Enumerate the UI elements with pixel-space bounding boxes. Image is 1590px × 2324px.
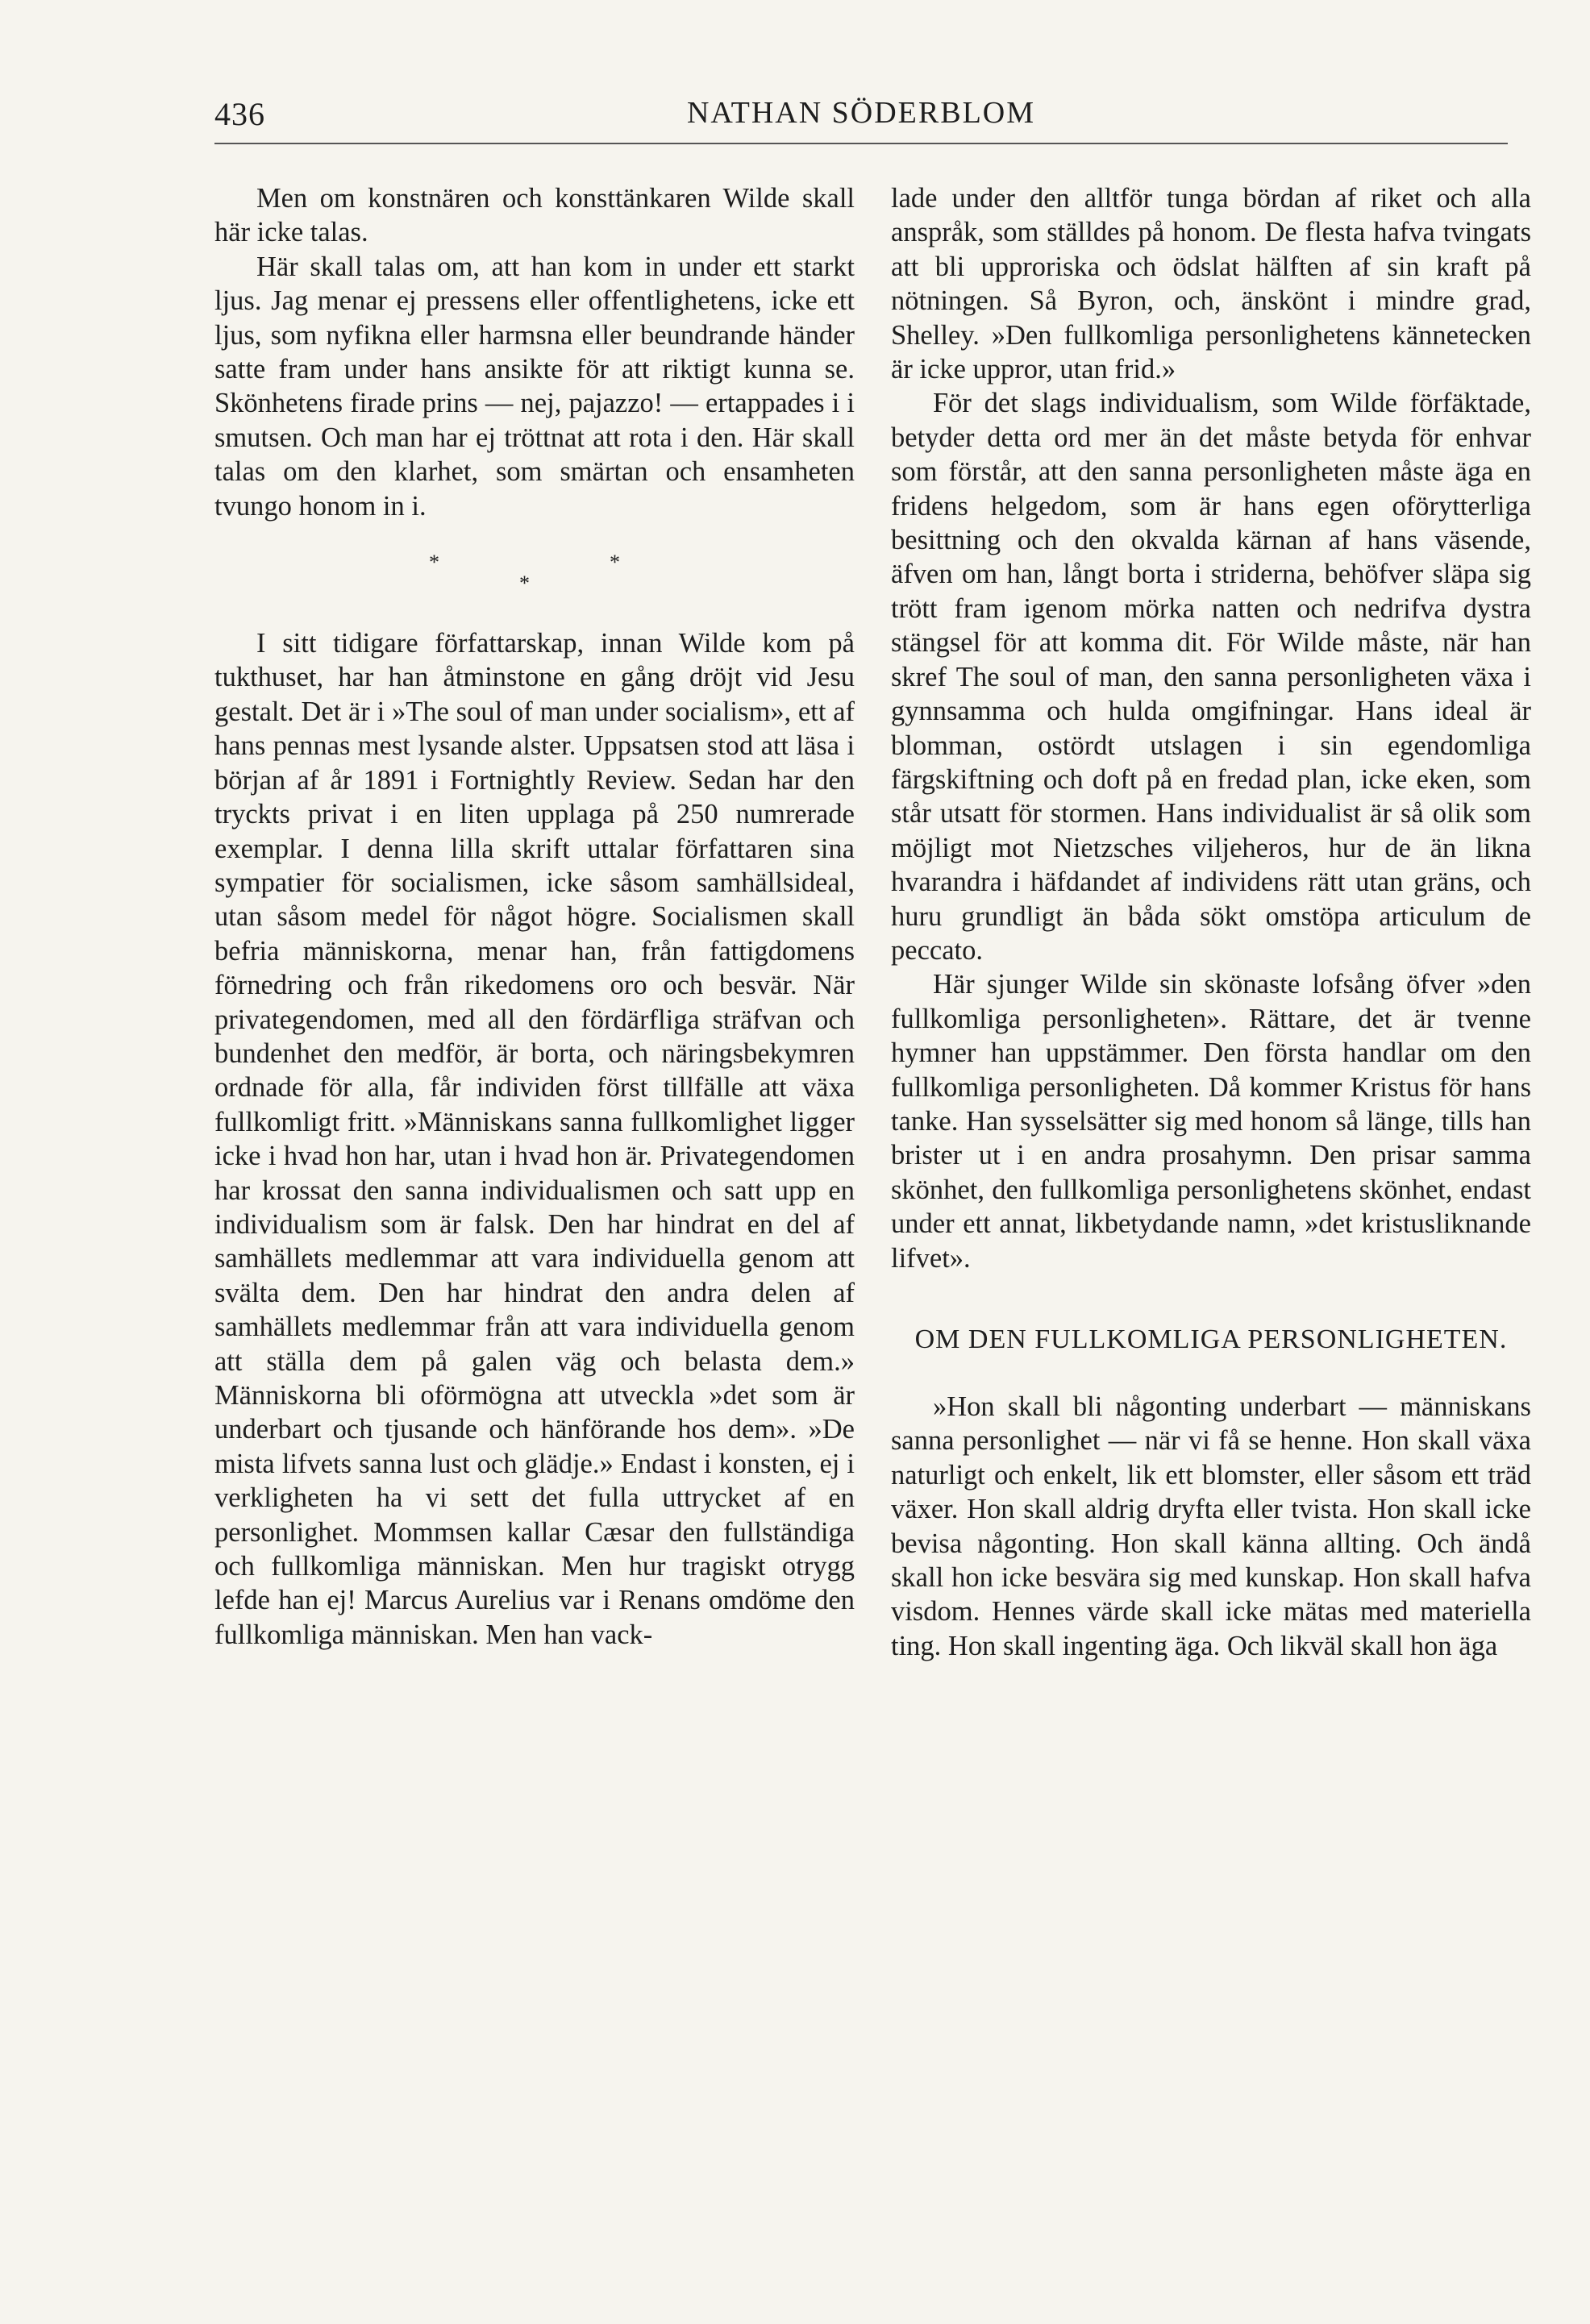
paragraph: Här skall talas om, att han kom in under ett starkt ljus. Jag menar ej pressens eller offentlighetens, icke ett ljus, som nyfikna eller harmsna eller beundrande händer satte fram under hans ansikte för att riktigt kunna se. Skönhetens firade prins — nej, pajazzo! — ertappades i i smutsen. Och man har ej tröttnat att rota i den. Här skall talas om den klarhet, som smärtan och ensamheten tvungo honom in i.: [214, 251, 855, 522]
header-rule: [214, 143, 1508, 144]
paragraph: Här sjunger Wilde sin skönaste lofsång öfver »den fullkomliga personligheten». Rättare, det är tvenne hymner han uppstämmer. Den första handlar om den fullkomliga personligheten. Då kommer Kristus för hans tanke. Han sysselsätter sig med honom så länge, tills han brister ut i en andra prosahymn. Den prisar samma skönhet, den fullkomliga personlighetens skönhet, endast under ett annat, likbetydande namn, »det kristusliknande lifvet».: [891, 969, 1531, 1274]
section-heading: OM DEN FULLKOMLIGA PERSONLIGHETEN.: [914, 1324, 1508, 1354]
running-title: NATHAN SÖDERBLOM: [686, 96, 1036, 130]
asterisk: *: [429, 551, 439, 575]
left-column: [214, 181, 855, 1652]
page-number: 436: [214, 96, 265, 132]
paragraph: För det slags individualism, som Wilde förfäktade, betyder detta ord mer än det måste betyda för enhvar som förstår, att den sanna personligheten måste äga en fridens helgedom, som är hans egen oförytterliga besittning och den okvalda kärnan af hans väsende, äfven om han, långt borta i striderna, behöfver släpa sig trött fram igenom mörka natten och nedrifva dystra stängsel för att komma dit. För Wilde måste, när han skref The soul of man, den sanna personligheten växa i gynnsamma och hulda omgifningar. Hans ideal är blomman, ostördt utslagen i sin egendomliga färgskiftning och doft på en fredad plan, icke eken, som står utsatt för stormen. Hans individualist är så olik som möjligt mot Nietzsches viljeheros, hur de än likna hvarandra i häfdandet af individens rätt utan gräns, och huru grundligt än båda sökt omstöpa articulum de peccato.: [891, 388, 1531, 966]
asterisk: *: [519, 572, 530, 596]
paragraph: Men om konstnären och konsttänkaren Wilde skall här icke talas.: [214, 183, 855, 248]
asterisk: *: [610, 551, 620, 575]
paragraph: »Hon skall bli någonting underbart — människans sanna personlighet — när vi få se henne. Hon skall växa naturligt och enkelt, lik ett blomster, eller såsom ett träd växer. Hon skall aldrig dryfta eller tvista. Hon skall icke bevisa någonting. Hon skall känna allting. Och ändå skall hon icke besvära sig med kunskap. Hon skall hafva visdom. Hennes värde skall icke mätas med materiella ting. Hon skall ingenting äga. Och likväl skall hon äga: [891, 1391, 1531, 1661]
paragraph: I sitt tidigare författarskap, innan Wilde kom på tukthuset, har han åtminstone en gång dröjt vid Jesu gestalt. Det är i »The soul of man under socialism», ett af hans pennas mest lysande alster. Uppsatsen stod att läsa i början af år 1891 i Fortnightly Review. Sedan har den tryckts privat i en liten upplaga på 250 numrerade exemplar. I denna lilla skrift uttalar författaren sina sympatier för socialismen, icke såsom samhällsideal, utan såsom medel för något högre. Socialismen skall befria människorna, menar han, från fattigdomens förnedring och från rikedomens oro och besvär. När privategendomen, med all den fördärfliga sträfvan och bundenhet den medför, är borta, och näringsbekymren ordnade för alla, får individen först tillfälle att växa fullkomligt fritt. »Människans sanna fullkomlighet ligger icke i hvad hon har, utan i hvad hon är. Privategendomen har krossat den sanna individualismen och satt upp en individualism som är falsk. Den har hindrat en del af samhällets medlemmar att vara individuella genom att svälta dem. Den har hindrat den andra delen af samhällets medlemmar från att vara individuella genom att ställa dem på galen väg och belasta dem.» Människorna bli oförmögna att utveckla »det som är underbart och tjusande och hänförande hos dem». »De mista lifvets sanna lust och glädje.» Endast i konsten, ej i verkligheten ha vi sett det fulla uttrycket af en personlighet. Mommsen kallar Cæsar den fullständiga och fullkomliga människan. Men hur tragiskt otrygg lefde han ej! Marcus Aurelius var i Renans omdöme den fullkomliga människan. Men han vack-: [214, 628, 855, 1650]
page-header: [214, 95, 1508, 143]
right-column: [891, 181, 1531, 1663]
paragraph-continued: lade under den alltför tunga bördan af riket och alla anspråk, som ställdes på honom. De flesta hafva tvingats att bli upproriska och ödslat hälften af sin kraft på nötningen. Så Byron, och, änskönt i mindre grad, Shelley. »Den fullkomliga personlighetens kännetecken är icke uppror, utan frid.»: [891, 183, 1531, 385]
section-break-asterism: [214, 523, 855, 626]
